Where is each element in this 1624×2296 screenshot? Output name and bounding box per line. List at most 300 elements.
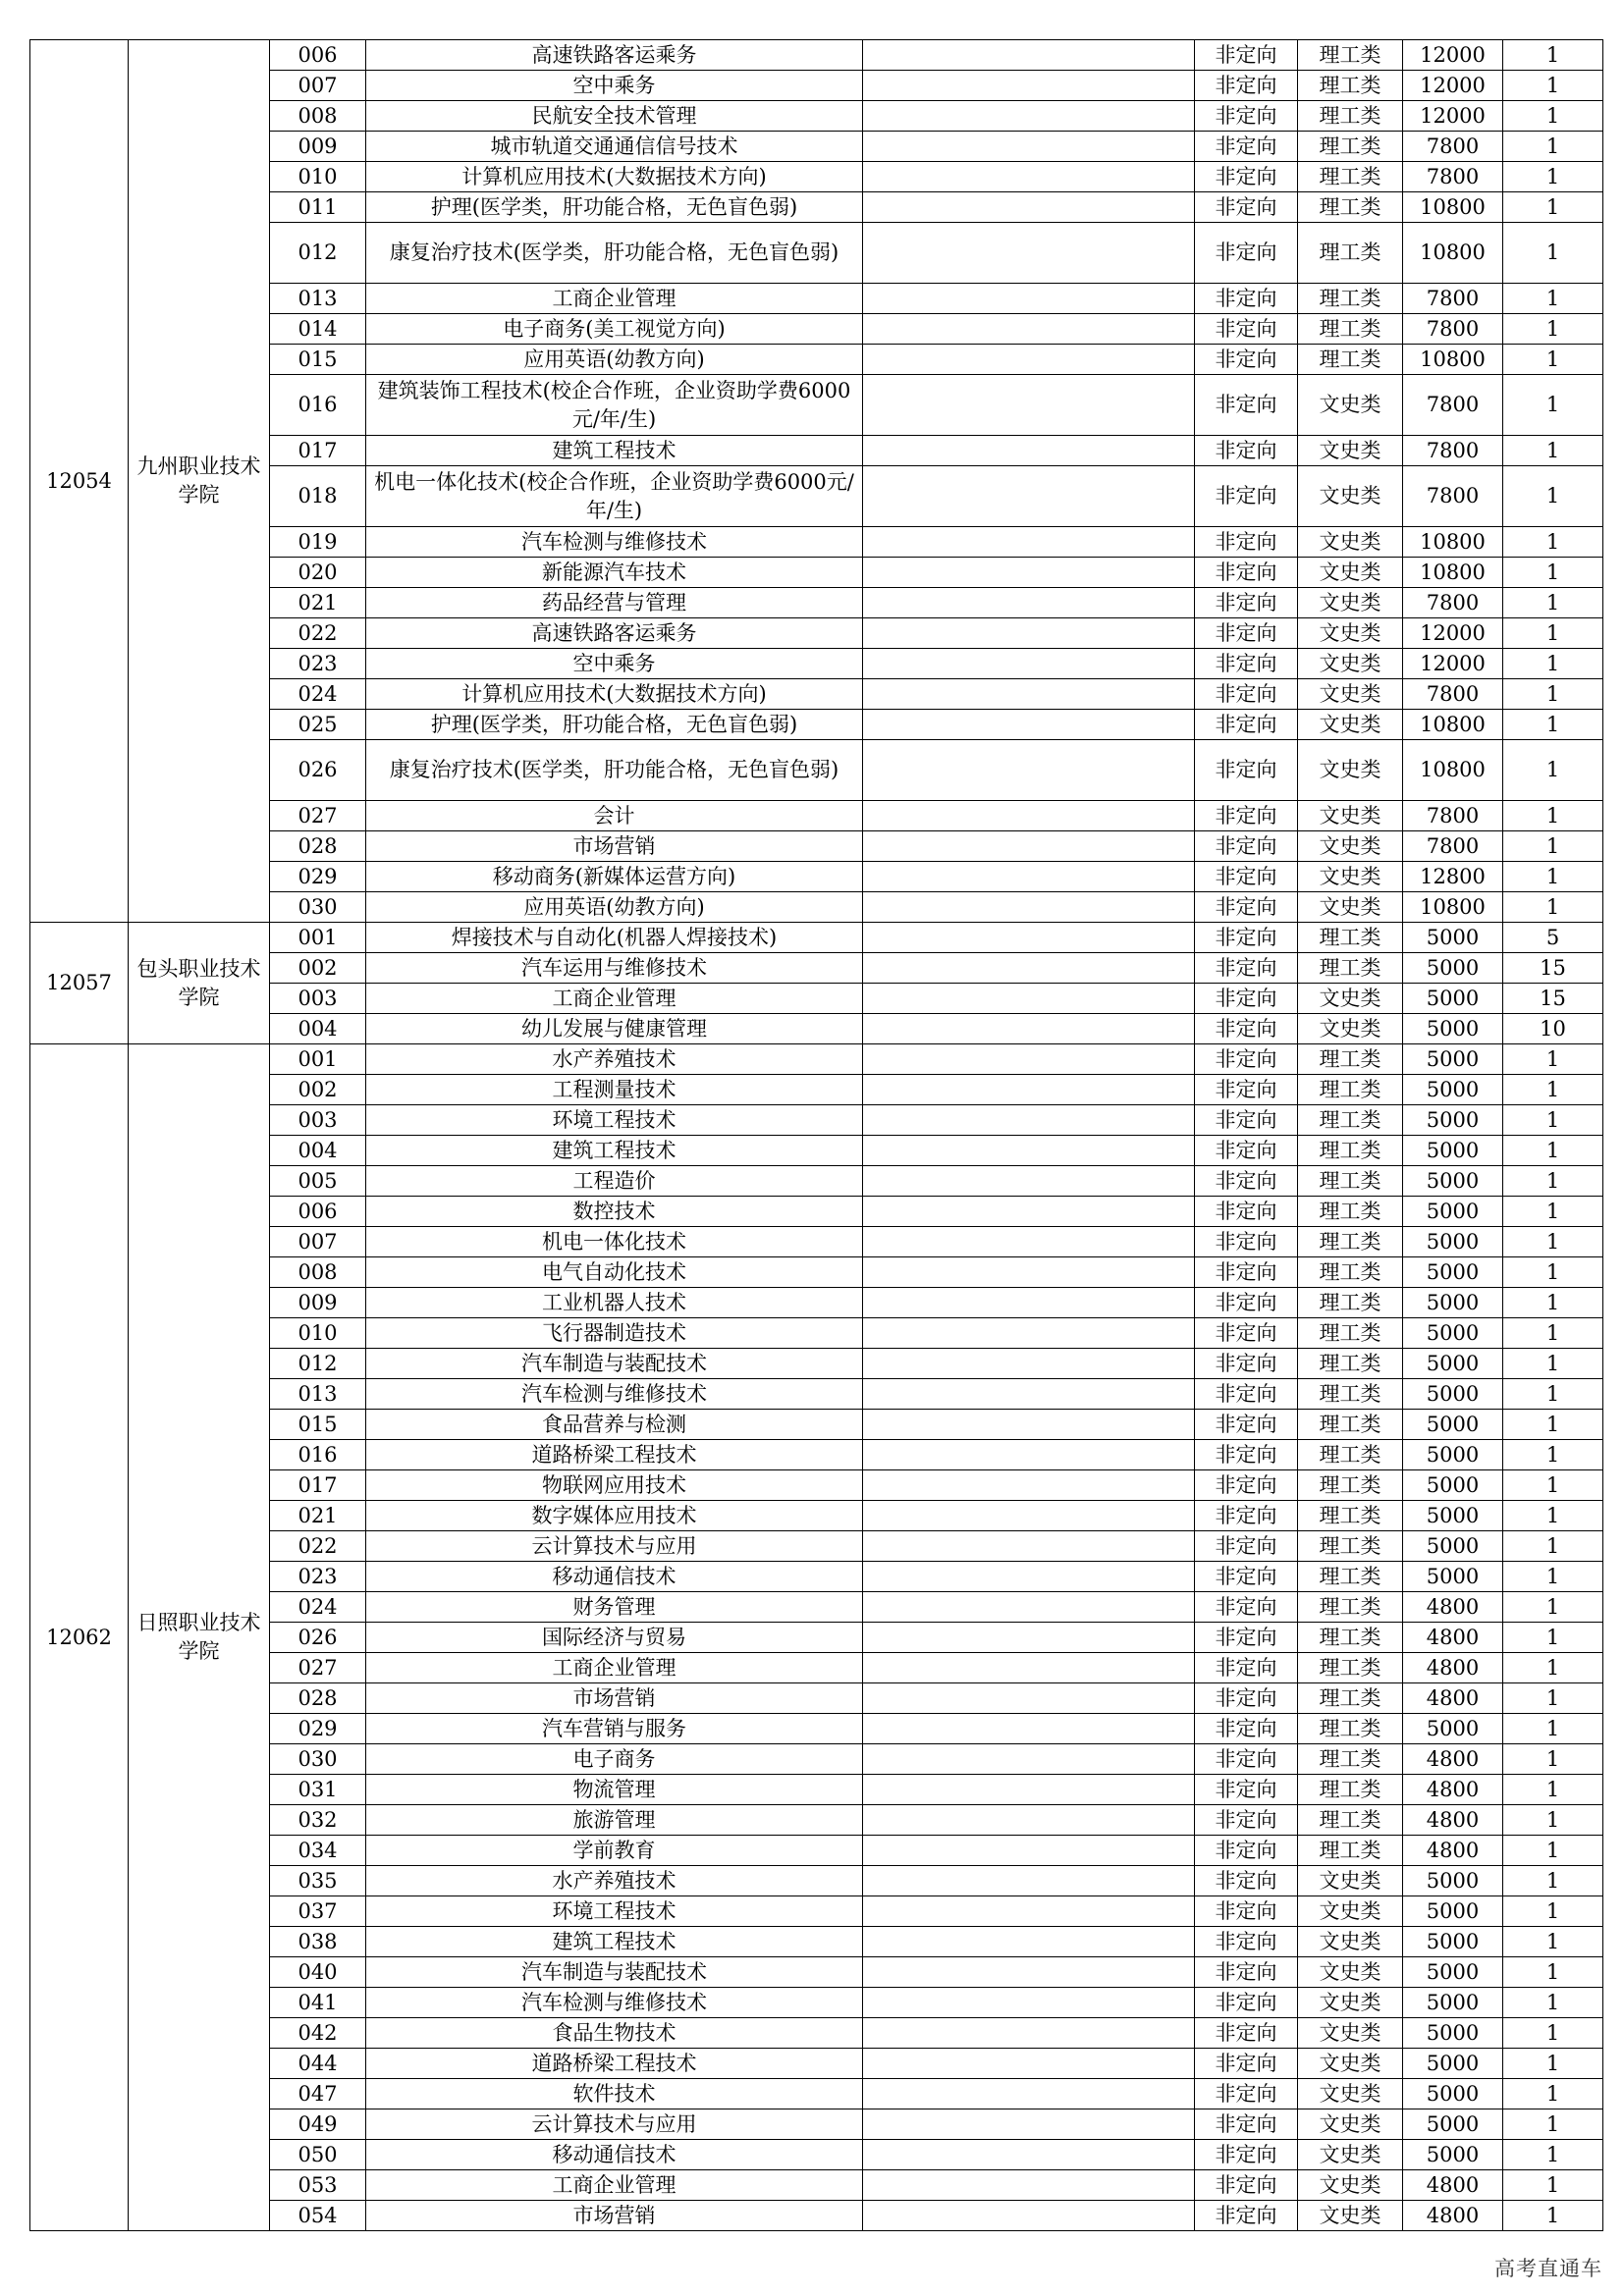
remarks-cell <box>863 923 1195 953</box>
major-name-cell: 市场营销 <box>366 2201 863 2231</box>
direction-cell: 非定向 <box>1195 345 1298 375</box>
direction-cell: 非定向 <box>1195 314 1298 345</box>
major-number-cell: 001 <box>270 923 366 953</box>
tuition-cell: 4800 <box>1403 1805 1503 1836</box>
subject-type-cell: 文史类 <box>1298 466 1403 527</box>
direction-cell: 非定向 <box>1195 1836 1298 1866</box>
remarks-cell <box>863 1744 1195 1775</box>
major-name-cell: 数控技术 <box>366 1197 863 1227</box>
direction-cell: 非定向 <box>1195 101 1298 132</box>
major-number-cell: 001 <box>270 1044 366 1075</box>
major-name-cell: 电子商务(美工视觉方向) <box>366 314 863 345</box>
subject-type-cell: 文史类 <box>1298 618 1403 649</box>
major-number-cell: 009 <box>270 132 366 162</box>
direction-cell: 非定向 <box>1195 1623 1298 1653</box>
major-number-cell: 028 <box>270 831 366 862</box>
remarks-cell <box>863 1410 1195 1440</box>
tuition-cell: 10800 <box>1403 740 1503 801</box>
major-number-cell: 006 <box>270 40 366 71</box>
major-number-cell: 029 <box>270 862 366 892</box>
major-number-cell: 022 <box>270 618 366 649</box>
subject-type-cell: 理工类 <box>1298 1592 1403 1623</box>
plan-count-cell: 1 <box>1503 1836 1603 1866</box>
major-number-cell: 032 <box>270 1805 366 1836</box>
major-number-cell: 049 <box>270 2109 366 2140</box>
direction-cell: 非定向 <box>1195 1349 1298 1379</box>
subject-type-cell: 理工类 <box>1298 1531 1403 1562</box>
plan-count-cell: 1 <box>1503 192 1603 223</box>
major-name-cell: 移动商务(新媒体运营方向) <box>366 862 863 892</box>
subject-type-cell: 文史类 <box>1298 892 1403 923</box>
major-number-cell: 012 <box>270 223 366 284</box>
plan-count-cell: 1 <box>1503 1988 1603 2018</box>
major-name-cell: 水产养殖技术 <box>366 1044 863 1075</box>
subject-type-cell: 文史类 <box>1298 2201 1403 2231</box>
major-name-cell: 工程造价 <box>366 1166 863 1197</box>
subject-type-cell: 理工类 <box>1298 132 1403 162</box>
direction-cell: 非定向 <box>1195 1562 1298 1592</box>
major-name-cell: 汽车制造与装配技术 <box>366 1957 863 1988</box>
major-name-cell: 国际经济与贸易 <box>366 1623 863 1653</box>
plan-count-cell: 1 <box>1503 1805 1603 1836</box>
plan-count-cell: 1 <box>1503 1197 1603 1227</box>
major-name-cell: 建筑工程技术 <box>366 436 863 466</box>
remarks-cell <box>863 558 1195 588</box>
remarks-cell <box>863 1044 1195 1075</box>
direction-cell: 非定向 <box>1195 2079 1298 2109</box>
remarks-cell <box>863 527 1195 558</box>
major-number-cell: 030 <box>270 1744 366 1775</box>
tuition-cell: 7800 <box>1403 132 1503 162</box>
subject-type-cell: 理工类 <box>1298 953 1403 984</box>
remarks-cell <box>863 1896 1195 1927</box>
remarks-cell <box>863 1562 1195 1592</box>
major-number-cell: 017 <box>270 436 366 466</box>
tuition-cell: 4800 <box>1403 1592 1503 1623</box>
plan-count-cell: 1 <box>1503 618 1603 649</box>
remarks-cell <box>863 1653 1195 1683</box>
major-name-cell: 食品营养与检测 <box>366 1410 863 1440</box>
remarks-cell <box>863 740 1195 801</box>
remarks-cell <box>863 831 1195 862</box>
subject-type-cell: 理工类 <box>1298 923 1403 953</box>
plan-count-cell: 1 <box>1503 1257 1603 1288</box>
plan-count-cell: 1 <box>1503 71 1603 101</box>
remarks-cell <box>863 649 1195 679</box>
major-name-cell: 物流管理 <box>366 1775 863 1805</box>
tuition-cell: 10800 <box>1403 558 1503 588</box>
subject-type-cell: 理工类 <box>1298 1470 1403 1501</box>
subject-type-cell: 理工类 <box>1298 345 1403 375</box>
tuition-cell: 5000 <box>1403 1531 1503 1562</box>
tuition-cell: 7800 <box>1403 436 1503 466</box>
tuition-cell: 10800 <box>1403 345 1503 375</box>
direction-cell: 非定向 <box>1195 558 1298 588</box>
major-number-cell: 009 <box>270 1288 366 1318</box>
remarks-cell <box>863 1501 1195 1531</box>
subject-type-cell: 文史类 <box>1298 801 1403 831</box>
direction-cell: 非定向 <box>1195 2049 1298 2079</box>
major-number-cell: 044 <box>270 2049 366 2079</box>
direction-cell: 非定向 <box>1195 2170 1298 2201</box>
direction-cell: 非定向 <box>1195 1166 1298 1197</box>
watermark-text: 高考直通车 <box>1490 2253 1606 2282</box>
tuition-cell: 5000 <box>1403 2079 1503 2109</box>
tuition-cell: 10800 <box>1403 710 1503 740</box>
direction-cell: 非定向 <box>1195 1683 1298 1714</box>
remarks-cell <box>863 862 1195 892</box>
plan-count-cell: 1 <box>1503 1683 1603 1714</box>
direction-cell: 非定向 <box>1195 162 1298 192</box>
major-name-cell: 高速铁路客运乘务 <box>366 40 863 71</box>
major-name-cell: 新能源汽车技术 <box>366 558 863 588</box>
major-number-cell: 002 <box>270 1075 366 1105</box>
remarks-cell <box>863 1775 1195 1805</box>
subject-type-cell: 文史类 <box>1298 1866 1403 1896</box>
subject-type-cell: 理工类 <box>1298 1775 1403 1805</box>
remarks-cell <box>863 1470 1195 1501</box>
plan-count-cell: 1 <box>1503 162 1603 192</box>
remarks-cell <box>863 1349 1195 1379</box>
major-name-cell: 汽车检测与维修技术 <box>366 527 863 558</box>
subject-type-cell: 理工类 <box>1298 1257 1403 1288</box>
subject-type-cell: 理工类 <box>1298 1227 1403 1257</box>
major-number-cell: 011 <box>270 192 366 223</box>
remarks-cell <box>863 679 1195 710</box>
tuition-cell: 12000 <box>1403 618 1503 649</box>
major-number-cell: 047 <box>270 2079 366 2109</box>
major-number-cell: 042 <box>270 2018 366 2049</box>
direction-cell: 非定向 <box>1195 1136 1298 1166</box>
table-row <box>30 923 1603 953</box>
major-name-cell: 工程测量技术 <box>366 1075 863 1105</box>
plan-count-cell: 1 <box>1503 588 1603 618</box>
remarks-cell <box>863 1623 1195 1653</box>
subject-type-cell: 理工类 <box>1298 1288 1403 1318</box>
direction-cell: 非定向 <box>1195 1744 1298 1775</box>
major-number-cell: 010 <box>270 1318 366 1349</box>
remarks-cell <box>863 801 1195 831</box>
tuition-cell: 4800 <box>1403 1836 1503 1866</box>
remarks-cell <box>863 1531 1195 1562</box>
direction-cell: 非定向 <box>1195 649 1298 679</box>
subject-type-cell: 理工类 <box>1298 1683 1403 1714</box>
tuition-cell: 7800 <box>1403 679 1503 710</box>
major-number-cell: 016 <box>270 375 366 436</box>
major-name-cell: 工商企业管理 <box>366 2170 863 2201</box>
major-name-cell: 水产养殖技术 <box>366 1866 863 1896</box>
subject-type-cell: 文史类 <box>1298 862 1403 892</box>
major-number-cell: 041 <box>270 1988 366 2018</box>
tuition-cell: 5000 <box>1403 1288 1503 1318</box>
remarks-cell <box>863 618 1195 649</box>
plan-count-cell: 1 <box>1503 649 1603 679</box>
plan-count-cell: 1 <box>1503 1896 1603 1927</box>
direction-cell: 非定向 <box>1195 223 1298 284</box>
direction-cell: 非定向 <box>1195 1257 1298 1288</box>
tuition-cell: 5000 <box>1403 1440 1503 1470</box>
major-number-cell: 019 <box>270 527 366 558</box>
tuition-cell: 5000 <box>1403 1197 1503 1227</box>
subject-type-cell: 理工类 <box>1298 40 1403 71</box>
major-name-cell: 汽车营销与服务 <box>366 1714 863 1744</box>
plan-count-cell: 1 <box>1503 1105 1603 1136</box>
major-number-cell: 016 <box>270 1440 366 1470</box>
tuition-cell: 5000 <box>1403 1136 1503 1166</box>
remarks-cell <box>863 2201 1195 2231</box>
plan-count-cell: 1 <box>1503 1227 1603 1257</box>
direction-cell: 非定向 <box>1195 801 1298 831</box>
plan-count-cell: 1 <box>1503 1288 1603 1318</box>
tuition-cell: 5000 <box>1403 1044 1503 1075</box>
major-name-cell: 机电一体化技术(校企合作班，企业资助学费6000元/年/生) <box>366 466 863 527</box>
plan-count-cell: 1 <box>1503 284 1603 314</box>
major-name-cell: 建筑工程技术 <box>366 1927 863 1957</box>
subject-type-cell: 文史类 <box>1298 375 1403 436</box>
plan-count-cell: 1 <box>1503 223 1603 284</box>
plan-count-cell: 1 <box>1503 132 1603 162</box>
remarks-cell <box>863 192 1195 223</box>
major-number-cell: 022 <box>270 1531 366 1562</box>
major-number-cell: 027 <box>270 801 366 831</box>
subject-type-cell: 理工类 <box>1298 314 1403 345</box>
direction-cell: 非定向 <box>1195 466 1298 527</box>
direction-cell: 非定向 <box>1195 436 1298 466</box>
major-number-cell: 013 <box>270 284 366 314</box>
major-number-cell: 026 <box>270 740 366 801</box>
major-name-cell: 云计算技术与应用 <box>366 1531 863 1562</box>
plan-count-cell: 1 <box>1503 1379 1603 1410</box>
subject-type-cell: 理工类 <box>1298 101 1403 132</box>
school-code-cell: 12057 <box>30 923 129 1044</box>
tuition-cell: 4800 <box>1403 1683 1503 1714</box>
major-name-cell: 建筑工程技术 <box>366 1136 863 1166</box>
subject-type-cell: 理工类 <box>1298 1501 1403 1531</box>
subject-type-cell: 文史类 <box>1298 1957 1403 1988</box>
subject-type-cell: 文史类 <box>1298 2079 1403 2109</box>
tuition-cell: 7800 <box>1403 588 1503 618</box>
remarks-cell <box>863 1075 1195 1105</box>
major-name-cell: 市场营销 <box>366 1683 863 1714</box>
tuition-cell: 12800 <box>1403 862 1503 892</box>
tuition-cell: 5000 <box>1403 1166 1503 1197</box>
major-number-cell: 053 <box>270 2170 366 2201</box>
major-number-cell: 034 <box>270 1836 366 1866</box>
remarks-cell <box>863 2079 1195 2109</box>
direction-cell: 非定向 <box>1195 192 1298 223</box>
subject-type-cell: 理工类 <box>1298 223 1403 284</box>
major-number-cell: 010 <box>270 162 366 192</box>
major-name-cell: 电子商务 <box>366 1744 863 1775</box>
tuition-cell: 4800 <box>1403 2170 1503 2201</box>
major-number-cell: 002 <box>270 953 366 984</box>
major-number-cell: 054 <box>270 2201 366 2231</box>
remarks-cell <box>863 375 1195 436</box>
tuition-cell: 5000 <box>1403 2049 1503 2079</box>
major-name-cell: 飞行器制造技术 <box>366 1318 863 1349</box>
subject-type-cell: 文史类 <box>1298 1896 1403 1927</box>
major-name-cell: 食品生物技术 <box>366 2018 863 2049</box>
direction-cell: 非定向 <box>1195 618 1298 649</box>
tuition-cell: 5000 <box>1403 2018 1503 2049</box>
subject-type-cell: 理工类 <box>1298 192 1403 223</box>
major-number-cell: 038 <box>270 1927 366 1957</box>
plan-count-cell: 1 <box>1503 314 1603 345</box>
plan-count-cell: 1 <box>1503 1562 1603 1592</box>
direction-cell: 非定向 <box>1195 862 1298 892</box>
remarks-cell <box>863 314 1195 345</box>
subject-type-cell: 理工类 <box>1298 162 1403 192</box>
plan-count-cell: 15 <box>1503 953 1603 984</box>
direction-cell: 非定向 <box>1195 40 1298 71</box>
school-code-cell: 12054 <box>30 40 129 923</box>
remarks-cell <box>863 162 1195 192</box>
major-number-cell: 030 <box>270 892 366 923</box>
direction-cell: 非定向 <box>1195 831 1298 862</box>
tuition-cell: 5000 <box>1403 1410 1503 1440</box>
major-name-cell: 计算机应用技术(大数据技术方向) <box>366 679 863 710</box>
major-number-cell: 012 <box>270 1349 366 1379</box>
subject-type-cell: 文史类 <box>1298 436 1403 466</box>
tuition-cell: 5000 <box>1403 1318 1503 1349</box>
direction-cell: 非定向 <box>1195 1288 1298 1318</box>
plan-count-cell: 1 <box>1503 2140 1603 2170</box>
direction-cell: 非定向 <box>1195 710 1298 740</box>
remarks-cell <box>863 2170 1195 2201</box>
major-name-cell: 物联网应用技术 <box>366 1470 863 1501</box>
major-number-cell: 014 <box>270 314 366 345</box>
plan-count-cell: 1 <box>1503 1044 1603 1075</box>
school-name-cell: 九州职业技术学院 <box>129 40 270 923</box>
tuition-cell: 10800 <box>1403 892 1503 923</box>
major-number-cell: 023 <box>270 649 366 679</box>
tuition-cell: 10800 <box>1403 192 1503 223</box>
subject-type-cell: 文史类 <box>1298 2140 1403 2170</box>
plan-count-cell: 1 <box>1503 2109 1603 2140</box>
plan-count-cell: 1 <box>1503 1410 1603 1440</box>
major-number-cell: 035 <box>270 1866 366 1896</box>
plan-count-cell: 1 <box>1503 527 1603 558</box>
major-number-cell: 024 <box>270 679 366 710</box>
direction-cell: 非定向 <box>1195 1197 1298 1227</box>
plan-count-cell: 1 <box>1503 101 1603 132</box>
major-name-cell: 道路桥梁工程技术 <box>366 2049 863 2079</box>
tuition-cell: 10800 <box>1403 223 1503 284</box>
plan-count-cell: 15 <box>1503 984 1603 1014</box>
major-number-cell: 007 <box>270 71 366 101</box>
subject-type-cell: 理工类 <box>1298 1318 1403 1349</box>
plan-count-cell: 10 <box>1503 1014 1603 1044</box>
major-name-cell: 道路桥梁工程技术 <box>366 1440 863 1470</box>
subject-type-cell: 理工类 <box>1298 1197 1403 1227</box>
major-number-cell: 017 <box>270 1470 366 1501</box>
major-number-cell: 006 <box>270 1197 366 1227</box>
major-number-cell: 025 <box>270 710 366 740</box>
table-row <box>30 1044 1603 1075</box>
major-number-cell: 003 <box>270 984 366 1014</box>
plan-count-cell: 1 <box>1503 831 1603 862</box>
remarks-cell <box>863 1288 1195 1318</box>
major-name-cell: 工商企业管理 <box>366 1653 863 1683</box>
plan-count-cell: 1 <box>1503 892 1603 923</box>
plan-count-cell: 1 <box>1503 1440 1603 1470</box>
major-name-cell: 建筑装饰工程技术(校企合作班，企业资助学费6000元/年/生) <box>366 375 863 436</box>
major-name-cell: 软件技术 <box>366 2079 863 2109</box>
direction-cell: 非定向 <box>1195 588 1298 618</box>
major-name-cell: 幼儿发展与健康管理 <box>366 1014 863 1044</box>
major-name-cell: 机电一体化技术 <box>366 1227 863 1257</box>
direction-cell: 非定向 <box>1195 892 1298 923</box>
remarks-cell <box>863 284 1195 314</box>
direction-cell: 非定向 <box>1195 1014 1298 1044</box>
tuition-cell: 7800 <box>1403 801 1503 831</box>
remarks-cell <box>863 2049 1195 2079</box>
plan-count-cell: 1 <box>1503 558 1603 588</box>
tuition-cell: 4800 <box>1403 2201 1503 2231</box>
remarks-cell <box>863 1136 1195 1166</box>
remarks-cell <box>863 71 1195 101</box>
tuition-cell: 4800 <box>1403 1653 1503 1683</box>
subject-type-cell: 文史类 <box>1298 2170 1403 2201</box>
tuition-cell: 7800 <box>1403 314 1503 345</box>
direction-cell: 非定向 <box>1195 2201 1298 2231</box>
plan-count-cell: 1 <box>1503 1166 1603 1197</box>
direction-cell: 非定向 <box>1195 1531 1298 1562</box>
direction-cell: 非定向 <box>1195 71 1298 101</box>
major-number-cell: 029 <box>270 1714 366 1744</box>
direction-cell: 非定向 <box>1195 1927 1298 1957</box>
subject-type-cell: 文史类 <box>1298 710 1403 740</box>
subject-type-cell: 文史类 <box>1298 527 1403 558</box>
direction-cell: 非定向 <box>1195 953 1298 984</box>
remarks-cell <box>863 1440 1195 1470</box>
tuition-cell: 5000 <box>1403 2140 1503 2170</box>
school-name-cell: 日照职业技术学院 <box>129 1044 270 2231</box>
direction-cell: 非定向 <box>1195 1957 1298 1988</box>
plan-count-cell: 1 <box>1503 1957 1603 1988</box>
subject-type-cell: 理工类 <box>1298 1075 1403 1105</box>
major-number-cell: 004 <box>270 1136 366 1166</box>
subject-type-cell: 文史类 <box>1298 831 1403 862</box>
direction-cell: 非定向 <box>1195 1440 1298 1470</box>
subject-type-cell: 理工类 <box>1298 1805 1403 1836</box>
direction-cell: 非定向 <box>1195 132 1298 162</box>
subject-type-cell: 理工类 <box>1298 1744 1403 1775</box>
tuition-cell: 5000 <box>1403 1988 1503 2018</box>
direction-cell: 非定向 <box>1195 923 1298 953</box>
tuition-cell: 7800 <box>1403 162 1503 192</box>
school-name-cell: 包头职业技术学院 <box>129 923 270 1044</box>
plan-count-cell: 1 <box>1503 375 1603 436</box>
plan-count-cell: 1 <box>1503 2079 1603 2109</box>
subject-type-cell: 文史类 <box>1298 984 1403 1014</box>
subject-type-cell: 理工类 <box>1298 1166 1403 1197</box>
major-name-cell: 护理(医学类，肝功能合格，无色盲色弱) <box>366 192 863 223</box>
plan-count-cell: 1 <box>1503 1592 1603 1623</box>
major-number-cell: 040 <box>270 1957 366 1988</box>
tuition-cell: 5000 <box>1403 1227 1503 1257</box>
remarks-cell <box>863 1227 1195 1257</box>
plan-count-cell: 1 <box>1503 1775 1603 1805</box>
major-name-cell: 应用英语(幼教方向) <box>366 345 863 375</box>
major-name-cell: 汽车检测与维修技术 <box>366 1988 863 2018</box>
subject-type-cell: 理工类 <box>1298 1440 1403 1470</box>
subject-type-cell: 文史类 <box>1298 2049 1403 2079</box>
subject-type-cell: 理工类 <box>1298 1044 1403 1075</box>
tuition-cell: 5000 <box>1403 1501 1503 1531</box>
subject-type-cell: 理工类 <box>1298 1410 1403 1440</box>
plan-count-cell: 1 <box>1503 2018 1603 2049</box>
